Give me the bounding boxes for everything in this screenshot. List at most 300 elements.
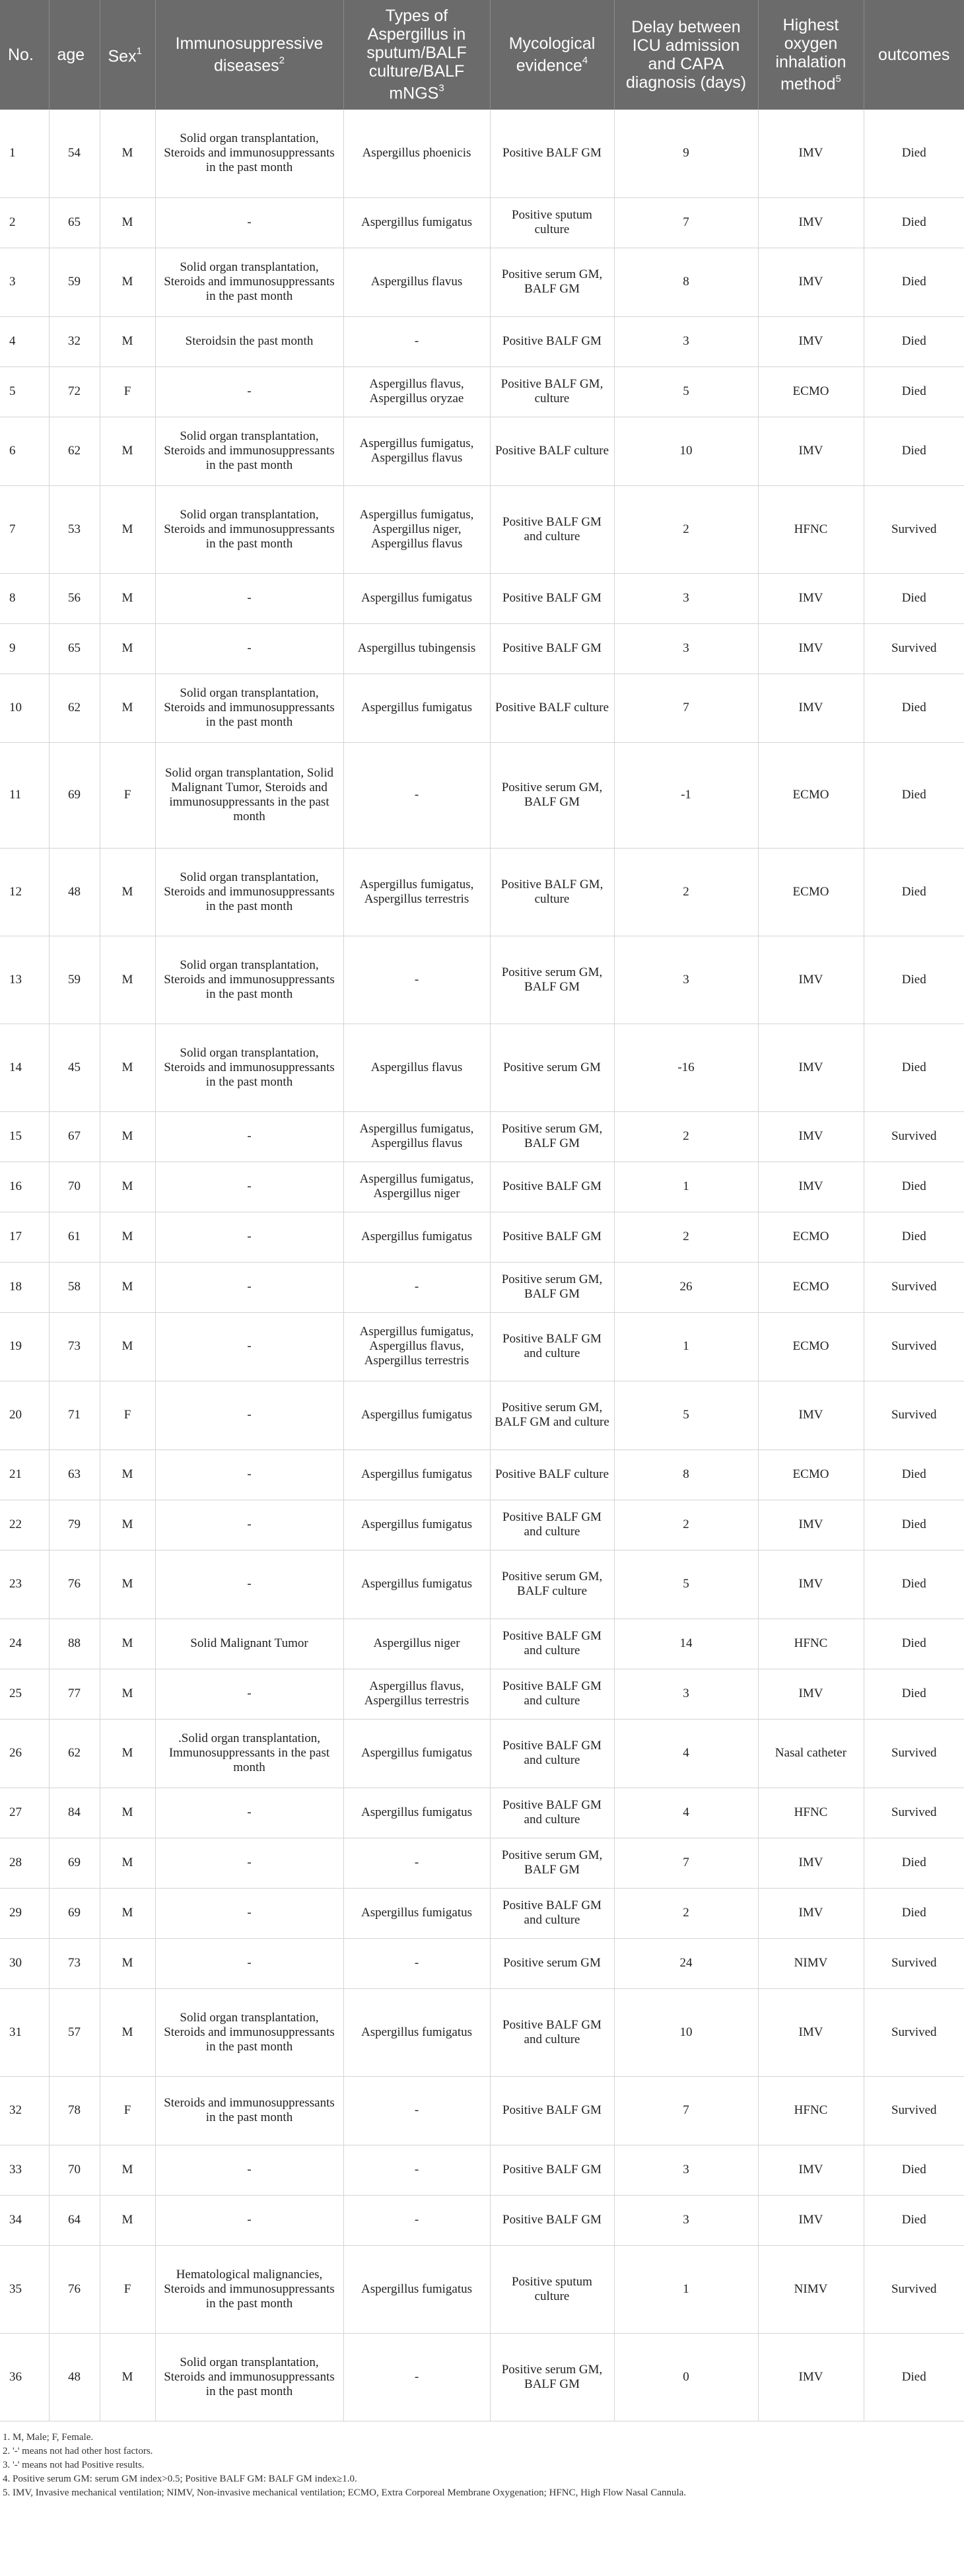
cell-oxygen-method: IMV: [758, 197, 864, 248]
cell-age: 64: [49, 2195, 100, 2245]
cell-sex: M: [100, 485, 155, 573]
cell-no: 10: [0, 674, 49, 742]
cell-aspergillus-types: -: [343, 2333, 490, 2421]
cell-no: 22: [0, 1500, 49, 1550]
cell-mycological-evidence: Positive sputum culture: [490, 2245, 614, 2333]
cell-oxygen-method: IMV: [758, 1500, 864, 1550]
header-delay: Delay between ICU admission and CAPA diagnosis (days): [614, 0, 758, 110]
cell-aspergillus-types: Aspergillus fumigatus, Aspergillus flavus: [343, 1111, 490, 1162]
cell-no: 5: [0, 366, 49, 417]
table-row: [0, 110, 964, 197]
cell-no: 6: [0, 417, 49, 485]
cell-mycological-evidence: Positive BALF GM: [490, 2076, 614, 2145]
table-row: [0, 1719, 964, 1788]
cell-aspergillus-types: Aspergillus fumigatus: [343, 573, 490, 623]
cell-age: 62: [49, 417, 100, 485]
table-row: [0, 316, 964, 366]
table-row: [0, 1500, 964, 1550]
table-row: [0, 1262, 964, 1312]
cell-outcome: Died: [864, 2333, 964, 2421]
cell-sex: M: [100, 110, 155, 197]
cell-no: 21: [0, 1449, 49, 1500]
cell-immunosuppressive-diseases: Hematological malignancies, Steroids and immunosuppressants in the past month: [155, 2245, 343, 2333]
table-row: [0, 936, 964, 1024]
cell-age: 69: [49, 1838, 100, 1888]
cell-age: 45: [49, 1024, 100, 1111]
table-row: [0, 1024, 964, 1111]
cell-sex: M: [100, 1988, 155, 2076]
cell-outcome: Died: [864, 742, 964, 848]
cell-oxygen-method: HFNC: [758, 485, 864, 573]
table-row: [0, 1838, 964, 1888]
cell-immunosuppressive-diseases: Solid Malignant Tumor: [155, 1619, 343, 1669]
cell-outcome: Died: [864, 197, 964, 248]
cell-sex: M: [100, 1212, 155, 1262]
cell-no: 31: [0, 1988, 49, 2076]
cell-outcome: Survived: [864, 623, 964, 674]
cell-delay: 7: [614, 674, 758, 742]
cell-mycological-evidence: Positive BALF GM, culture: [490, 848, 614, 936]
cell-age: 76: [49, 2245, 100, 2333]
cell-age: 32: [49, 316, 100, 366]
cell-aspergillus-types: Aspergillus fumigatus, Aspergillus niger: [343, 1162, 490, 1212]
cell-delay: 3: [614, 2195, 758, 2245]
cell-aspergillus-types: -: [343, 1262, 490, 1312]
cell-aspergillus-types: -: [343, 936, 490, 1024]
cell-immunosuppressive-diseases: -: [155, 1262, 343, 1312]
cell-age: 73: [49, 1938, 100, 1988]
cell-oxygen-method: ECMO: [758, 1212, 864, 1262]
cell-no: 34: [0, 2195, 49, 2245]
cell-aspergillus-types: Aspergillus fumigatus: [343, 1212, 490, 1262]
cell-no: 35: [0, 2245, 49, 2333]
cell-immunosuppressive-diseases: .Solid organ transplantation, Immunosuppressants in the past month: [155, 1719, 343, 1788]
cell-oxygen-method: IMV: [758, 1550, 864, 1619]
cell-sex: M: [100, 1111, 155, 1162]
cell-sex: M: [100, 1162, 155, 1212]
cell-sex: M: [100, 197, 155, 248]
table-row: [0, 2195, 964, 2245]
cell-delay: 14: [614, 1619, 758, 1669]
cell-outcome: Died: [864, 1669, 964, 1719]
cell-immunosuppressive-diseases: -: [155, 1788, 343, 1838]
cell-outcome: Died: [864, 110, 964, 197]
cell-age: 61: [49, 1212, 100, 1262]
cell-delay: 2: [614, 1111, 758, 1162]
cell-immunosuppressive-diseases: -: [155, 1212, 343, 1262]
cell-aspergillus-types: Aspergillus fumigatus, Aspergillus terrestris: [343, 848, 490, 936]
cell-sex: M: [100, 2145, 155, 2195]
cell-mycological-evidence: Positive BALF GM and culture: [490, 1669, 614, 1719]
table-row: [0, 1381, 964, 1449]
cell-outcome: Died: [864, 1162, 964, 1212]
cell-aspergillus-types: -: [343, 742, 490, 848]
cell-mycological-evidence: Positive serum GM: [490, 1024, 614, 1111]
cell-sex: M: [100, 936, 155, 1024]
cell-delay: 1: [614, 1312, 758, 1381]
cell-sex: M: [100, 1788, 155, 1838]
cell-aspergillus-types: -: [343, 1938, 490, 1988]
cell-sex: M: [100, 623, 155, 674]
cell-sex: M: [100, 1262, 155, 1312]
cell-aspergillus-types: Aspergillus niger: [343, 1619, 490, 1669]
cell-immunosuppressive-diseases: Solid organ transplantation, Steroids and immunosuppressants in the past month: [155, 1988, 343, 2076]
cell-oxygen-method: IMV: [758, 2333, 864, 2421]
cell-delay: 3: [614, 316, 758, 366]
cell-no: 13: [0, 936, 49, 1024]
cell-oxygen-method: HFNC: [758, 1788, 864, 1838]
cell-immunosuppressive-diseases: Solid organ transplantation, Steroids and immunosuppressants in the past month: [155, 936, 343, 1024]
table-row: [0, 1669, 964, 1719]
cell-oxygen-method: IMV: [758, 1111, 864, 1162]
table-row: [0, 742, 964, 848]
cell-no: 19: [0, 1312, 49, 1381]
cell-delay: 3: [614, 573, 758, 623]
cell-aspergillus-types: -: [343, 316, 490, 366]
cell-immunosuppressive-diseases: Solid organ transplantation, Steroids and immunosuppressants in the past month: [155, 2333, 343, 2421]
cell-delay: 3: [614, 623, 758, 674]
cell-outcome: Died: [864, 1619, 964, 1669]
cell-age: 48: [49, 2333, 100, 2421]
table-row: [0, 1449, 964, 1500]
cell-aspergillus-types: Aspergillus fumigatus: [343, 2245, 490, 2333]
table-row: [0, 1111, 964, 1162]
cell-mycological-evidence: Positive serum GM, BALF GM and culture: [490, 1381, 614, 1449]
cell-mycological-evidence: Positive BALF GM and culture: [490, 485, 614, 573]
cell-sex: F: [100, 366, 155, 417]
cell-aspergillus-types: -: [343, 2076, 490, 2145]
cell-sex: M: [100, 248, 155, 316]
cell-aspergillus-types: Aspergillus fumigatus: [343, 1888, 490, 1938]
cell-outcome: Survived: [864, 1262, 964, 1312]
cell-delay: 2: [614, 485, 758, 573]
table-row: [0, 1788, 964, 1838]
cell-aspergillus-types: -: [343, 2145, 490, 2195]
cell-oxygen-method: IMV: [758, 1162, 864, 1212]
cell-immunosuppressive-diseases: Solid organ transplantation, Steroids and immunosuppressants in the past month: [155, 248, 343, 316]
cell-mycological-evidence: Positive BALF GM: [490, 2145, 614, 2195]
cell-no: 20: [0, 1381, 49, 1449]
cell-age: 76: [49, 1550, 100, 1619]
cell-no: 23: [0, 1550, 49, 1619]
cell-no: 32: [0, 2076, 49, 2145]
cell-mycological-evidence: Positive sputum culture: [490, 197, 614, 248]
cell-aspergillus-types: -: [343, 1838, 490, 1888]
cell-mycological-evidence: Positive BALF culture: [490, 417, 614, 485]
cell-aspergillus-types: Aspergillus fumigatus: [343, 1719, 490, 1788]
cell-oxygen-method: ECMO: [758, 1262, 864, 1312]
cell-age: 53: [49, 485, 100, 573]
cell-age: 62: [49, 674, 100, 742]
cell-immunosuppressive-diseases: -: [155, 1162, 343, 1212]
cell-outcome: Died: [864, 1024, 964, 1111]
cell-sex: M: [100, 674, 155, 742]
cell-no: 17: [0, 1212, 49, 1262]
cell-outcome: Survived: [864, 1938, 964, 1988]
cell-mycological-evidence: Positive serum GM, BALF GM: [490, 936, 614, 1024]
cell-outcome: Died: [864, 1838, 964, 1888]
table-row: [0, 248, 964, 316]
header-outcomes: outcomes: [864, 0, 964, 110]
cell-age: 79: [49, 1500, 100, 1550]
cell-no: 30: [0, 1938, 49, 1988]
cell-aspergillus-types: Aspergillus fumigatus: [343, 1988, 490, 2076]
cell-age: 70: [49, 2145, 100, 2195]
cell-immunosuppressive-diseases: Solid organ transplantation, Steroids and immunosuppressants in the past month: [155, 110, 343, 197]
cell-no: 26: [0, 1719, 49, 1788]
cell-immunosuppressive-diseases: -: [155, 1838, 343, 1888]
cell-mycological-evidence: Positive BALF GM: [490, 110, 614, 197]
cell-outcome: Died: [864, 2195, 964, 2245]
cell-no: 11: [0, 742, 49, 848]
cell-no: 24: [0, 1619, 49, 1669]
cell-no: 9: [0, 623, 49, 674]
cell-outcome: Survived: [864, 1111, 964, 1162]
cell-age: 78: [49, 2076, 100, 2145]
cell-no: 8: [0, 573, 49, 623]
cell-delay: 8: [614, 1449, 758, 1500]
table-row: [0, 623, 964, 674]
cell-immunosuppressive-diseases: Solid organ transplantation, Solid Malignant Tumor, Steroids and immunosuppressants in the past month: [155, 742, 343, 848]
cell-outcome: Died: [864, 248, 964, 316]
cell-sex: M: [100, 2333, 155, 2421]
cell-outcome: Survived: [864, 2076, 964, 2145]
footnote: 3. '-' means not had Positive results.: [3, 2459, 145, 2470]
cell-immunosuppressive-diseases: -: [155, 1500, 343, 1550]
cell-age: 77: [49, 1669, 100, 1719]
cell-sex: F: [100, 2245, 155, 2333]
cell-age: 59: [49, 936, 100, 1024]
cell-mycological-evidence: Positive BALF GM and culture: [490, 1312, 614, 1381]
cell-delay: 5: [614, 1550, 758, 1619]
cell-sex: F: [100, 2076, 155, 2145]
table-row: [0, 197, 964, 248]
cell-mycological-evidence: Positive serum GM, BALF GM: [490, 2333, 614, 2421]
cell-outcome: Died: [864, 1500, 964, 1550]
cell-aspergillus-types: Aspergillus flavus, Aspergillus oryzae: [343, 366, 490, 417]
cell-sex: M: [100, 1838, 155, 1888]
cell-mycological-evidence: Positive BALF GM and culture: [490, 1888, 614, 1938]
cell-aspergillus-types: Aspergillus phoenicis: [343, 110, 490, 197]
cell-mycological-evidence: Positive BALF culture: [490, 674, 614, 742]
cell-delay: -16: [614, 1024, 758, 1111]
cell-aspergillus-types: Aspergillus fumigatus: [343, 197, 490, 248]
cell-age: 69: [49, 1888, 100, 1938]
header-row: [0, 0, 964, 110]
footnote: 4. Positive serum GM: serum GM index>0.5; Positive BALF GM: BALF GM index≥1.0.: [3, 2473, 357, 2484]
cell-sex: M: [100, 573, 155, 623]
cell-mycological-evidence: Positive BALF culture: [490, 1449, 614, 1500]
cell-sex: M: [100, 1449, 155, 1500]
cell-delay: 3: [614, 936, 758, 1024]
cell-immunosuppressive-diseases: -: [155, 1550, 343, 1619]
cell-age: 73: [49, 1312, 100, 1381]
cell-sex: F: [100, 1381, 155, 1449]
cell-age: 65: [49, 197, 100, 248]
table-row: [0, 2076, 964, 2145]
cell-mycological-evidence: Positive serum GM, BALF GM: [490, 1111, 614, 1162]
cell-aspergillus-types: Aspergillus fumigatus: [343, 1550, 490, 1619]
cell-oxygen-method: NIMV: [758, 2245, 864, 2333]
cell-aspergillus-types: Aspergillus fumigatus, Aspergillus flavus: [343, 417, 490, 485]
cell-mycological-evidence: Positive BALF GM and culture: [490, 1988, 614, 2076]
cell-aspergillus-types: Aspergillus fumigatus, Aspergillus niger, Aspergillus flavus: [343, 485, 490, 573]
cell-immunosuppressive-diseases: -: [155, 2145, 343, 2195]
cell-age: 70: [49, 1162, 100, 1212]
cell-delay: 0: [614, 2333, 758, 2421]
cell-immunosuppressive-diseases: Solid organ transplantation, Steroids and immunosuppressants in the past month: [155, 674, 343, 742]
cell-outcome: Died: [864, 936, 964, 1024]
cell-no: 1: [0, 110, 49, 197]
cell-delay: 2: [614, 1500, 758, 1550]
cell-mycological-evidence: Positive BALF GM, culture: [490, 366, 614, 417]
footnote: 1. M, Male; F, Female.: [3, 2431, 94, 2443]
cell-mycological-evidence: Positive BALF GM: [490, 573, 614, 623]
footnote: 5. IMV, Invasive mechanical ventilation; NIMV, Non-invasive mechanical ventilation; ECMO, Extra Corporeal Membrane Oxygenation; HFNC, High Flow Nasal Cannula.: [3, 2487, 687, 2498]
cell-mycological-evidence: Positive BALF GM: [490, 2195, 614, 2245]
cell-oxygen-method: IMV: [758, 1669, 864, 1719]
cell-no: 36: [0, 2333, 49, 2421]
cell-outcome: Died: [864, 848, 964, 936]
cell-sex: M: [100, 1719, 155, 1788]
cell-aspergillus-types: Aspergillus fumigatus, Aspergillus flavus, Aspergillus terrestris: [343, 1312, 490, 1381]
table-row: [0, 2333, 964, 2421]
cell-outcome: Survived: [864, 1788, 964, 1838]
table-row: [0, 674, 964, 742]
cell-age: 54: [49, 110, 100, 197]
cell-delay: 8: [614, 248, 758, 316]
cell-outcome: Survived: [864, 1381, 964, 1449]
cell-immunosuppressive-diseases: Steroidsin the past month: [155, 316, 343, 366]
cell-oxygen-method: IMV: [758, 316, 864, 366]
cell-no: 25: [0, 1669, 49, 1719]
table-row: [0, 1312, 964, 1381]
cell-age: 69: [49, 742, 100, 848]
cell-age: 88: [49, 1619, 100, 1669]
cell-age: 71: [49, 1381, 100, 1449]
header-immunosuppressive-diseases: Immunosuppressive diseases$^2$: [155, 0, 343, 110]
table-row: [0, 1938, 964, 1988]
cell-delay: 10: [614, 1988, 758, 2076]
cell-delay: 5: [614, 1381, 758, 1449]
cell-outcome: Died: [864, 2145, 964, 2195]
cell-aspergillus-types: -: [343, 2195, 490, 2245]
footnote: 2. '-' means not had other host factors.: [3, 2445, 153, 2456]
cell-aspergillus-types: Aspergillus flavus, Aspergillus terrestris: [343, 1669, 490, 1719]
cell-age: 56: [49, 573, 100, 623]
header-no: No.: [0, 0, 49, 110]
cell-immunosuppressive-diseases: -: [155, 2195, 343, 2245]
cell-aspergillus-types: Aspergillus fumigatus: [343, 1381, 490, 1449]
cell-outcome: Died: [864, 1449, 964, 1500]
cell-sex: M: [100, 1500, 155, 1550]
cell-immunosuppressive-diseases: -: [155, 1669, 343, 1719]
cell-sex: M: [100, 1550, 155, 1619]
cell-delay: 1: [614, 2245, 758, 2333]
cell-delay: 4: [614, 1788, 758, 1838]
cell-age: 58: [49, 1262, 100, 1312]
cell-delay: 4: [614, 1719, 758, 1788]
cell-mycological-evidence: Positive BALF GM and culture: [490, 1619, 614, 1669]
table-row: [0, 1162, 964, 1212]
cell-sex: M: [100, 1312, 155, 1381]
cell-mycological-evidence: Positive serum GM: [490, 1938, 614, 1988]
cell-oxygen-method: IMV: [758, 2145, 864, 2195]
cell-no: 33: [0, 2145, 49, 2195]
cell-mycological-evidence: Positive serum GM, BALF GM: [490, 742, 614, 848]
cell-oxygen-method: IMV: [758, 674, 864, 742]
cell-oxygen-method: IMV: [758, 248, 864, 316]
table-row: [0, 1888, 964, 1938]
cell-aspergillus-types: Aspergillus fumigatus: [343, 1449, 490, 1500]
cell-sex: M: [100, 1669, 155, 1719]
cell-sex: M: [100, 2195, 155, 2245]
cell-delay: 2: [614, 848, 758, 936]
table-row: [0, 848, 964, 936]
cell-immunosuppressive-diseases: -: [155, 1111, 343, 1162]
cell-immunosuppressive-diseases: -: [155, 1312, 343, 1381]
cell-delay: 7: [614, 197, 758, 248]
cell-oxygen-method: ECMO: [758, 848, 864, 936]
cell-oxygen-method: IMV: [758, 1988, 864, 2076]
cell-age: 67: [49, 1111, 100, 1162]
cell-mycological-evidence: Positive BALF GM and culture: [490, 1788, 614, 1838]
cell-sex: M: [100, 848, 155, 936]
cell-age: 48: [49, 848, 100, 936]
cell-age: 72: [49, 366, 100, 417]
cell-immunosuppressive-diseases: Solid organ transplantation, Steroids and immunosuppressants in the past month: [155, 1024, 343, 1111]
cell-mycological-evidence: Positive BALF GM: [490, 1212, 614, 1262]
table-row: [0, 417, 964, 485]
cell-delay: 7: [614, 1838, 758, 1888]
table-row: [0, 485, 964, 573]
cell-mycological-evidence: Positive BALF GM: [490, 1162, 614, 1212]
table-row: [0, 573, 964, 623]
cell-no: 18: [0, 1262, 49, 1312]
cell-outcome: Died: [864, 366, 964, 417]
cell-oxygen-method: NIMV: [758, 1938, 864, 1988]
cell-sex: M: [100, 1024, 155, 1111]
cell-immunosuppressive-diseases: -: [155, 573, 343, 623]
cell-immunosuppressive-diseases: -: [155, 1381, 343, 1449]
cell-oxygen-method: IMV: [758, 1381, 864, 1449]
cell-oxygen-method: IMV: [758, 1024, 864, 1111]
cell-oxygen-method: Nasal catheter: [758, 1719, 864, 1788]
cell-immunosuppressive-diseases: -: [155, 366, 343, 417]
cell-immunosuppressive-diseases: -: [155, 1449, 343, 1500]
cell-delay: -1: [614, 742, 758, 848]
cell-delay: 24: [614, 1938, 758, 1988]
cell-sex: M: [100, 417, 155, 485]
cell-delay: 10: [614, 417, 758, 485]
header-age: age: [49, 0, 100, 110]
cell-oxygen-method: ECMO: [758, 1449, 864, 1500]
cell-oxygen-method: HFNC: [758, 2076, 864, 2145]
cell-aspergillus-types: Aspergillus fumigatus: [343, 674, 490, 742]
cell-outcome: Died: [864, 1550, 964, 1619]
cell-mycological-evidence: Positive serum GM, BALF GM: [490, 1262, 614, 1312]
table-row: [0, 1212, 964, 1262]
cell-no: 4: [0, 316, 49, 366]
cell-oxygen-method: IMV: [758, 417, 864, 485]
table-body: [0, 110, 964, 2421]
cell-outcome: Died: [864, 1888, 964, 1938]
cell-mycological-evidence: Positive serum GM, BALF GM: [490, 248, 614, 316]
cell-delay: 2: [614, 1888, 758, 1938]
cell-delay: 7: [614, 2076, 758, 2145]
cell-mycological-evidence: Positive serum GM, BALF GM: [490, 1838, 614, 1888]
cell-age: 65: [49, 623, 100, 674]
